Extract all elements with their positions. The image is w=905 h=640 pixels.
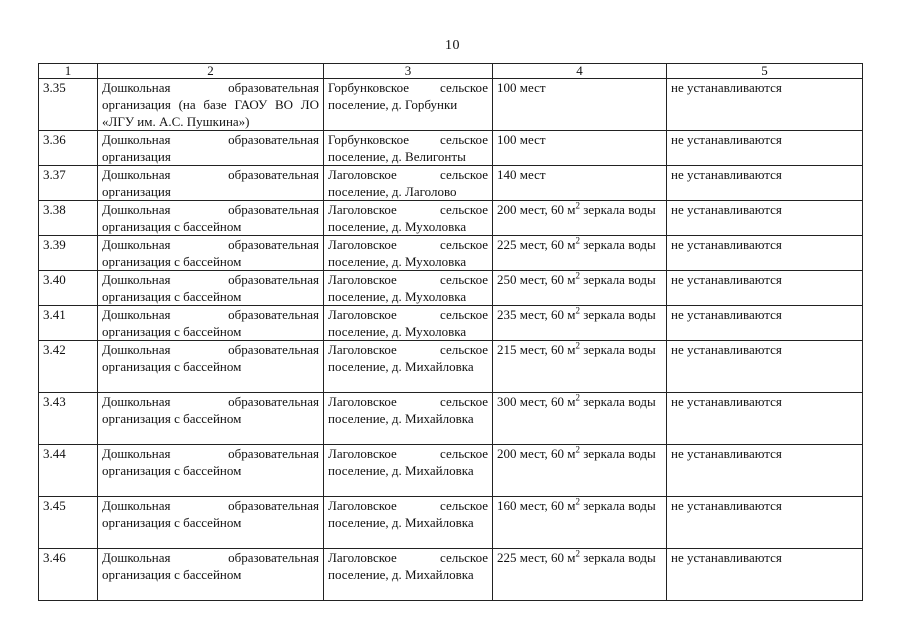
facilities-table: [38, 63, 863, 601]
settlement-cell: Лаголовское сельское поселение, д. Михайловка: [324, 445, 493, 497]
capacity-cell: 235 мест, 60 $м^2$ зеркала воды: [493, 306, 667, 341]
row-number-cell: 3.46: [39, 549, 98, 601]
organization-cell: Дошкольная образовательная организация с бассейном: [98, 341, 324, 393]
table-row: [39, 341, 863, 393]
capacity-cell: 200 мест, 60 $м^2$ зеркала воды: [493, 445, 667, 497]
superscript-two: 2: [575, 305, 581, 316]
capacity-cell: 225 мест, 60 $м^2$ зеркала воды: [493, 549, 667, 601]
column-header: 1: [39, 64, 98, 79]
capacity-cell: 300 мест, 60 $м^2$ зеркала воды: [493, 393, 667, 445]
organization-cell: Дошкольная образовательная организация с бассейном: [98, 549, 324, 601]
column-header: 4: [493, 64, 667, 79]
row-number-cell: 3.35: [39, 79, 98, 131]
limits-cell: не устанавливаются: [667, 445, 863, 497]
limits-cell: не устанавливаются: [667, 236, 863, 271]
capacity-cell: 100 мест: [493, 79, 667, 131]
capacity-cell: 100 мест: [493, 131, 667, 166]
row-number-cell: 3.38: [39, 201, 98, 236]
table-row: [39, 236, 863, 271]
superscript-two: 2: [575, 200, 581, 211]
settlement-cell: Лаголовское сельское поселение, д. Михайловка: [324, 497, 493, 549]
superscript-two: 2: [575, 444, 581, 455]
organization-cell: Дошкольная образовательная организация с бассейном: [98, 236, 324, 271]
column-header: 3: [324, 64, 493, 79]
superscript-two: 2: [575, 270, 581, 281]
row-number-cell: 3.44: [39, 445, 98, 497]
table-row: [39, 497, 863, 549]
organization-cell: Дошкольная образовательная организация: [98, 166, 324, 201]
table-body: [39, 79, 863, 601]
limits-cell: не устанавливаются: [667, 306, 863, 341]
limits-cell: не устанавливаются: [667, 79, 863, 131]
organization-cell: Дошкольная образовательная организация с бассейном: [98, 497, 324, 549]
limits-cell: не устанавливаются: [667, 393, 863, 445]
limits-cell: не устанавливаются: [667, 166, 863, 201]
settlement-cell: Горбунковское сельское поселение, д. Горбунки: [324, 79, 493, 131]
table-row: [39, 445, 863, 497]
row-number-cell: 3.41: [39, 306, 98, 341]
settlement-cell: Лаголовское сельское поселение, д. Мухоловка: [324, 236, 493, 271]
header-row: [39, 64, 863, 79]
superscript-two: 2: [575, 548, 581, 559]
table-row: [39, 79, 863, 131]
organization-cell: Дошкольная образовательная организация с бассейном: [98, 393, 324, 445]
table-row: [39, 393, 863, 445]
column-header: 5: [667, 64, 863, 79]
table-row: [39, 131, 863, 166]
row-number-cell: 3.39: [39, 236, 98, 271]
capacity-cell: 225 мест, 60 $м^2$ зеркала воды: [493, 236, 667, 271]
page-number: 10: [445, 38, 460, 53]
limits-cell: не устанавливаются: [667, 497, 863, 549]
column-header: 2: [98, 64, 324, 79]
superscript-two: 2: [575, 496, 581, 507]
row-number-cell: 3.42: [39, 341, 98, 393]
settlement-cell: Лаголовское сельское поселение, д. Лаголово: [324, 166, 493, 201]
organization-cell: Дошкольная образовательная организация с бассейном: [98, 201, 324, 236]
table-row: [39, 166, 863, 201]
organization-cell: Дошкольная образовательная организация: [98, 131, 324, 166]
capacity-cell: 200 мест, 60 $м^2$ зеркала воды: [493, 201, 667, 236]
settlement-cell: Горбунковское сельское поселение, д. Велигонты: [324, 131, 493, 166]
organization-cell: Дошкольная образовательная организация с бассейном: [98, 306, 324, 341]
row-number-cell: 3.43: [39, 393, 98, 445]
settlement-cell: Лаголовское сельское поселение, д. Михайловка: [324, 393, 493, 445]
limits-cell: не устанавливаются: [667, 201, 863, 236]
table-row: [39, 201, 863, 236]
capacity-cell: 250 мест, 60 $м^2$ зеркала воды: [493, 271, 667, 306]
limits-cell: не устанавливаются: [667, 549, 863, 601]
organization-cell: Дошкольная образовательная организация с бассейном: [98, 445, 324, 497]
row-number-cell: 3.37: [39, 166, 98, 201]
superscript-two: 2: [575, 235, 581, 246]
limits-cell: не устанавливаются: [667, 131, 863, 166]
settlement-cell: Лаголовское сельское поселение, д. Михайловка: [324, 549, 493, 601]
capacity-cell: 215 мест, 60 $м^2$ зеркала воды: [493, 341, 667, 393]
capacity-cell: 140 мест: [493, 166, 667, 201]
row-number-cell: 3.45: [39, 497, 98, 549]
superscript-two: 2: [575, 392, 581, 403]
table-row: [39, 306, 863, 341]
capacity-cell: 160 мест, 60 $м^2$ зеркала воды: [493, 497, 667, 549]
organization-cell: Дошкольная образовательная организация (на базе ГАОУ ВО ЛО «ЛГУ им. А.С. Пушкина»): [98, 79, 324, 131]
table-row: [39, 549, 863, 601]
superscript-two: 2: [575, 340, 581, 351]
row-number-cell: 3.40: [39, 271, 98, 306]
organization-cell: Дошкольная образовательная организация с бассейном: [98, 271, 324, 306]
settlement-cell: Лаголовское сельское поселение, д. Мухоловка: [324, 201, 493, 236]
row-number-cell: 3.36: [39, 131, 98, 166]
settlement-cell: Лаголовское сельское поселение, д. Мухоловка: [324, 271, 493, 306]
limits-cell: не устанавливаются: [667, 271, 863, 306]
settlement-cell: Лаголовское сельское поселение, д. Мухоловка: [324, 306, 493, 341]
settlement-cell: Лаголовское сельское поселение, д. Михайловка: [324, 341, 493, 393]
limits-cell: не устанавливаются: [667, 341, 863, 393]
table-row: [39, 271, 863, 306]
